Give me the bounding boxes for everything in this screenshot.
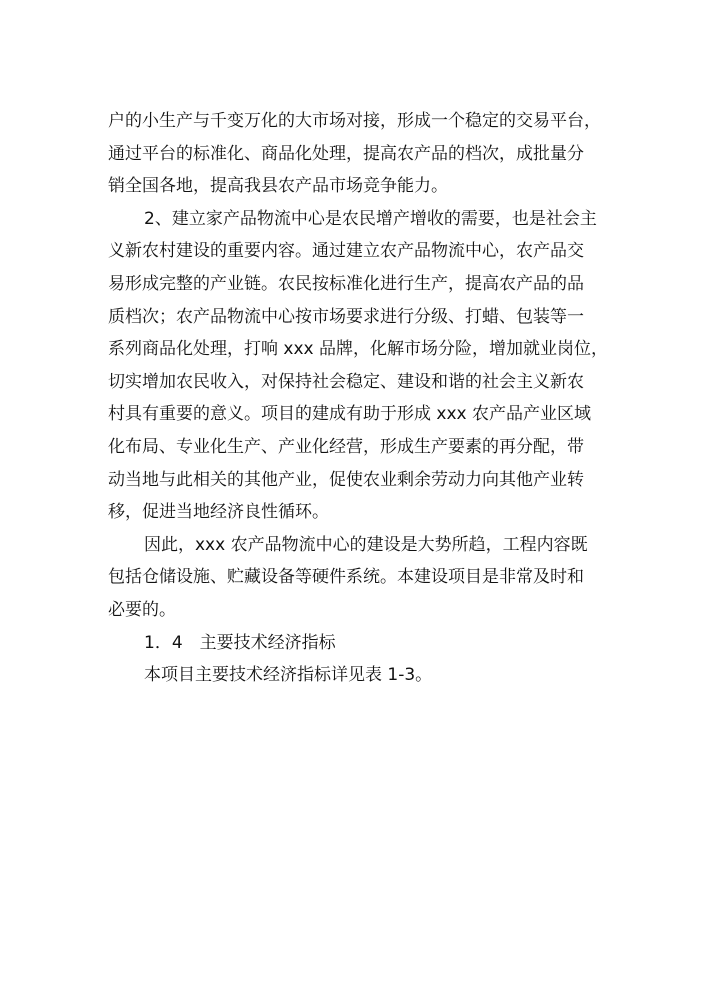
paragraph-line: 村具有重要的意义。项目的建成有助于形成 xxx 农产品产业区域 [108,404,591,425]
paragraph-line: 2、建立家产品物流中心是农民增产增收的需要，也是社会主 [144,208,597,229]
document-body [108,105,608,692]
paragraph-line: 切实增加农民收入，对保持社会稳定、建设和谐的社会主义新农 [108,371,584,392]
paragraph-line: 化布局、专业化生产、产业化经营，形成生产要素的再分配，带 [108,436,584,457]
paragraph-line: 因此，xxx 农产品物流中心的建设是大势所趋，工程内容既 [144,534,588,555]
paragraph-line: 质档次；农产品物流中心按市场要求进行分级、打蜡、包装等一 [108,306,584,327]
paragraph-line: 本项目主要技术经济指标详见表 1-3。 [144,665,433,686]
paragraph-line: 义新农村建设的重要内容。通过建立农产品物流中心，农产品交 [108,241,584,262]
paragraph-line: 动当地与此相关的其他产业，促使农业剩余劳动力向其他产业转 [108,469,584,490]
paragraph-line: 系列商品化处理，打响 xxx 品牌，化解市场分险，增加就业岗位， [108,339,608,360]
paragraph-line: 必要的。 [108,599,176,620]
paragraph-line: 移，促进当地经济良性循环。 [108,502,329,523]
paragraph-line: 销全国各地，提高我县农产品市场竞争能力。 [108,176,448,197]
paragraph-line: 通过平台的标准化、商品化处理，提高农产品的档次，成批量分 [108,143,584,164]
paragraph-line: 户的小生产与千变万化的大市场对接，形成一个稳定的交易平台， [108,111,601,131]
section-heading: 1．4 主要技术经济指标 [144,632,336,653]
paragraph-line: 易形成完整的产业链。农民按标准化进行生产，提高农产品的品 [108,273,584,294]
paragraph-line: 包括仓储设施、贮藏设备等硬件系统。本建设项目是非常及时和 [108,567,584,588]
